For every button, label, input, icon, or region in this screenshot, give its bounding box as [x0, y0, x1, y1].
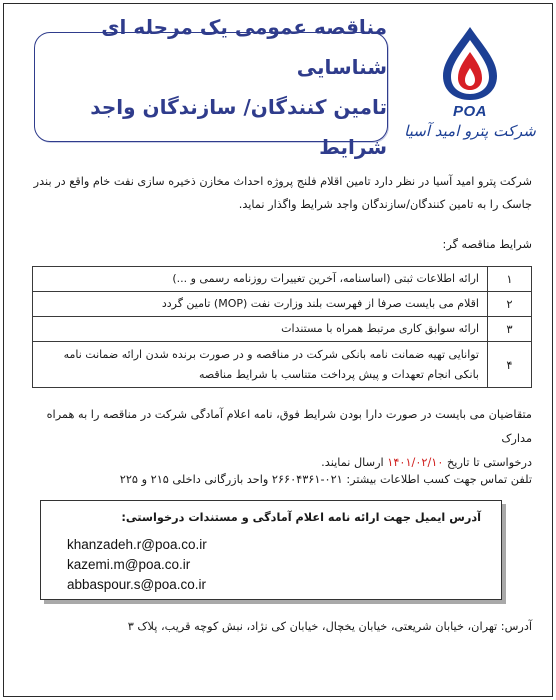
submission-before-date: درخواستی تا تاریخ [447, 456, 532, 469]
title-line-2: تامین کنندگان/ سازندگان واجد شرایط [90, 95, 387, 159]
email-address[interactable]: khanzadeh.r@poa.co.ir [67, 537, 207, 552]
company-logo [404, 24, 536, 152]
email-box [40, 500, 502, 600]
row-number: ۱ [488, 267, 532, 292]
logo-abbreviation: POA [452, 103, 487, 120]
intro-paragraph: شرکت پترو امید آسیا در نظر دارد تامین اقلام فلنج پروژه احداث مخازن ذخیره سازی نفت خام واقع در بندر جاسک را به تامین کنندگان/سازندگان واجد شرایط واگذار نماید. [33, 175, 532, 211]
table-row [33, 342, 532, 388]
table-row [33, 317, 532, 342]
logo-company-name: شرکت پترو امید آسیا [404, 122, 536, 140]
email-heading: آدرس ایمیل جهت ارائه نامه اعلام آمادگی و مستندات درخواستی: [121, 511, 481, 524]
email-address[interactable]: abbaspour.s@poa.co.ir [67, 577, 207, 592]
row-text: اقلام می بایست صرفا از فهرست بلند وزارت نفت (MOP) تامین گردد [33, 292, 488, 317]
deadline-date: ۱۴۰۱/۰۲/۱۰ [387, 456, 444, 469]
table-row [33, 292, 532, 317]
row-text: توانایی تهیه ضمانت نامه بانکی شرکت در مناقصه و در صورت برنده شدن ارائه ضمانت نامه بانکی انجام تعهدات و پیش پرداخت متناسب با شرایط مناقصه [33, 342, 488, 388]
row-number: ۳ [488, 317, 532, 342]
row-number: ۲ [488, 292, 532, 317]
row-text: ارائه اطلاعات ثبتی (اساسنامه، آخرین تغییرات روزنامه رسمی و ...) [33, 267, 488, 292]
flame-drop-icon [439, 24, 501, 102]
title-line-1: مناقصه عمومی یک مرحله ای شناسایی [101, 15, 387, 79]
submission-after-date: ارسال نمایند. [321, 456, 384, 469]
conditions-table [32, 266, 532, 388]
address: آدرس: تهران، خیابان شریعتی، خیابان یخچال، خیابان کی نژاد، نبش کوچه قریب، پلاک ۳ [127, 620, 532, 633]
table-row [33, 267, 532, 292]
email-list [67, 535, 207, 595]
conditions-label: شرایط مناقصه گر: [442, 238, 532, 251]
phone-info: تلفن تماس جهت کسب اطلاعات بیشتر: ۰۲۱-۲۶۶۰۴۳۶۱ واحد بازرگانی داخلی ۲۱۵ و ۲۲۵ [119, 473, 532, 486]
title-box [34, 15, 388, 159]
submission-paragraph [22, 403, 532, 475]
row-text: ارائه سوابق کاری مرتبط همراه با مستندات [33, 317, 488, 342]
email-address[interactable]: kazemi.m@poa.co.ir [67, 557, 191, 572]
row-number: ۴ [488, 342, 532, 388]
submission-line-1: متقاضیان می بایست در صورت دارا بودن شرایط فوق، نامه اعلام آمادگی شرکت در مناقصه را به همراه مدارک [46, 408, 532, 445]
